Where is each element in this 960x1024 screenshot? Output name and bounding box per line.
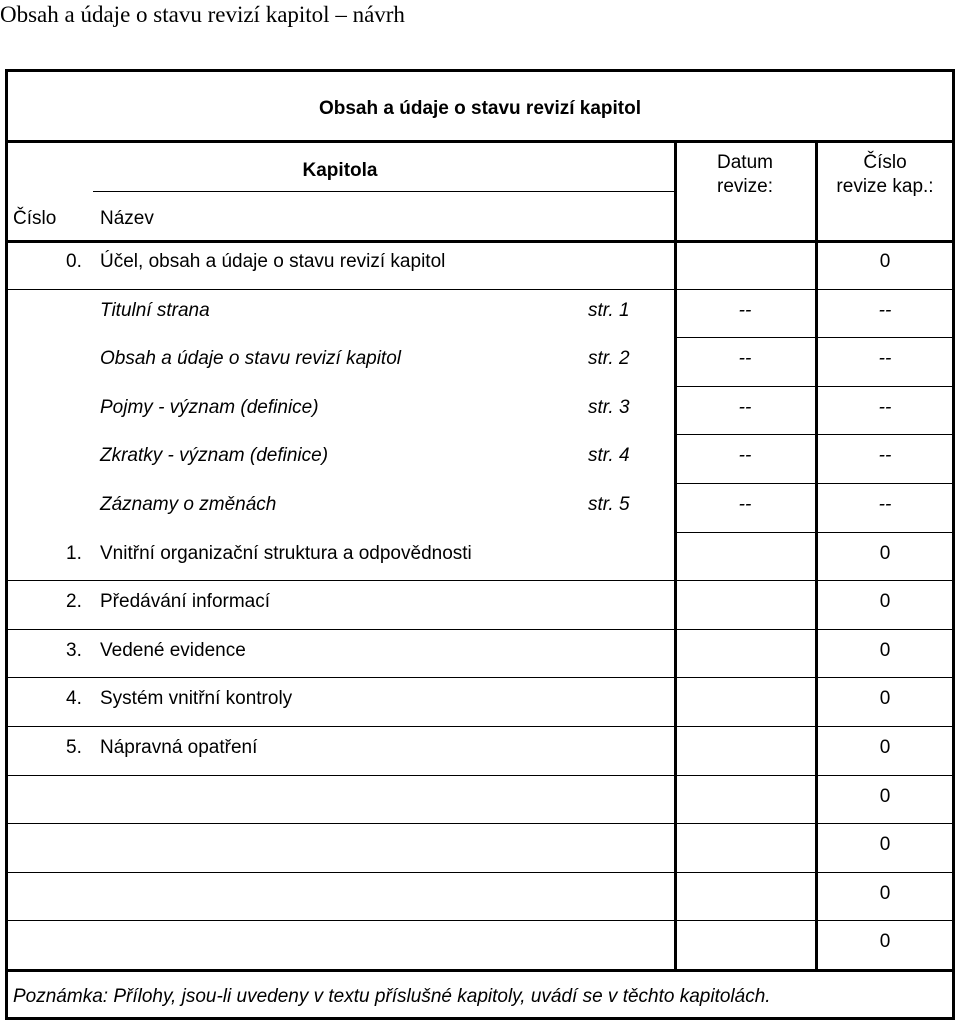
row-divider — [5, 775, 955, 776]
row-name: Obsah a údaje o stavu revizí kapitol — [100, 348, 402, 370]
row-date: -- — [738, 299, 752, 321]
page-title: Obsah a údaje o stavu revizí kapitol – návrh — [0, 2, 405, 27]
column-header-cislo: Číslo — [13, 208, 57, 229]
row-revision: 0 — [879, 688, 891, 710]
row-divider — [677, 532, 955, 533]
header-rule — [5, 240, 955, 243]
row-number: 3. — [66, 639, 82, 661]
row-revision: 0 — [879, 785, 891, 807]
row-divider — [5, 580, 955, 581]
column-header-nazev: Název — [100, 208, 154, 229]
table-heading: Obsah a údaje o stavu revizí kapitol — [318, 98, 642, 119]
column-header-revision: Číslo — [863, 152, 907, 173]
column-header-datum-2: revize: — [717, 176, 773, 197]
column-rule-revision — [815, 140, 818, 970]
row-divider — [5, 677, 955, 678]
row-name: Nápravná opatření — [100, 737, 258, 758]
row-revision: 0 — [879, 639, 891, 661]
row-revision: 0 — [879, 542, 891, 564]
row-divider — [5, 823, 955, 824]
row-divider — [5, 726, 955, 727]
row-name: Systém vnitřní kontroly — [100, 688, 293, 710]
column-header-kapitola: Kapitola — [302, 160, 378, 181]
column-header-datum: Datum — [717, 152, 773, 173]
row-divider — [677, 434, 955, 435]
footnote: Poznámka: Přílohy, jsou-li uvedeny v textu příslušné kapitoly, uvádí se v těchto kapitolách. — [13, 986, 771, 1007]
row-name: Účel, obsah a údaje o stavu revizí kapitol — [100, 251, 446, 272]
row-revision: -- — [878, 396, 892, 418]
heading-rule — [5, 140, 955, 143]
row-name: Titulní strana — [100, 299, 210, 321]
row-revision: -- — [878, 494, 892, 515]
row-date: -- — [738, 396, 752, 418]
row-revision: 0 — [879, 882, 891, 904]
note-rule — [5, 969, 955, 972]
row-number: 0. — [66, 251, 82, 272]
row-page: str. 4 — [588, 445, 630, 467]
column-rule-date — [674, 140, 677, 970]
row-number: 1. — [66, 542, 82, 564]
row-revision: 0 — [879, 591, 891, 613]
row-revision: -- — [878, 299, 892, 321]
row-revision: 0 — [879, 251, 891, 272]
row-number: 2. — [66, 591, 82, 613]
row-divider — [5, 920, 955, 921]
row-page: str. 1 — [588, 299, 630, 321]
row-revision: -- — [878, 348, 892, 370]
row-revision: 0 — [879, 931, 891, 953]
row-date: -- — [738, 494, 752, 515]
row-divider — [5, 289, 955, 290]
row-revision: 0 — [879, 737, 891, 758]
row-divider — [677, 483, 955, 484]
row-name: Záznamy o změnách — [100, 494, 277, 515]
row-date: -- — [738, 445, 752, 467]
column-header-revision-2: revize kap.: — [836, 176, 934, 197]
row-name: Vnitřní organizační struktura a odpovědnosti — [100, 542, 472, 564]
row-divider — [5, 629, 955, 630]
row-divider — [5, 872, 955, 873]
row-page: str. 2 — [588, 348, 630, 370]
row-number: 4. — [66, 688, 82, 710]
row-divider — [677, 386, 955, 387]
row-name: Předávání informací — [100, 591, 271, 613]
row-revision: 0 — [879, 834, 891, 856]
row-name: Pojmy - význam (definice) — [100, 396, 319, 418]
row-name: Zkratky - význam (definice) — [100, 445, 329, 467]
subheader-rule — [93, 191, 675, 192]
row-revision: -- — [878, 445, 892, 467]
row-number: 5. — [66, 737, 82, 758]
row-divider — [677, 337, 955, 338]
row-page: str. 3 — [588, 396, 630, 418]
row-name: Vedené evidence — [100, 639, 246, 661]
row-page: str. 5 — [588, 494, 630, 515]
row-date: -- — [738, 348, 752, 370]
